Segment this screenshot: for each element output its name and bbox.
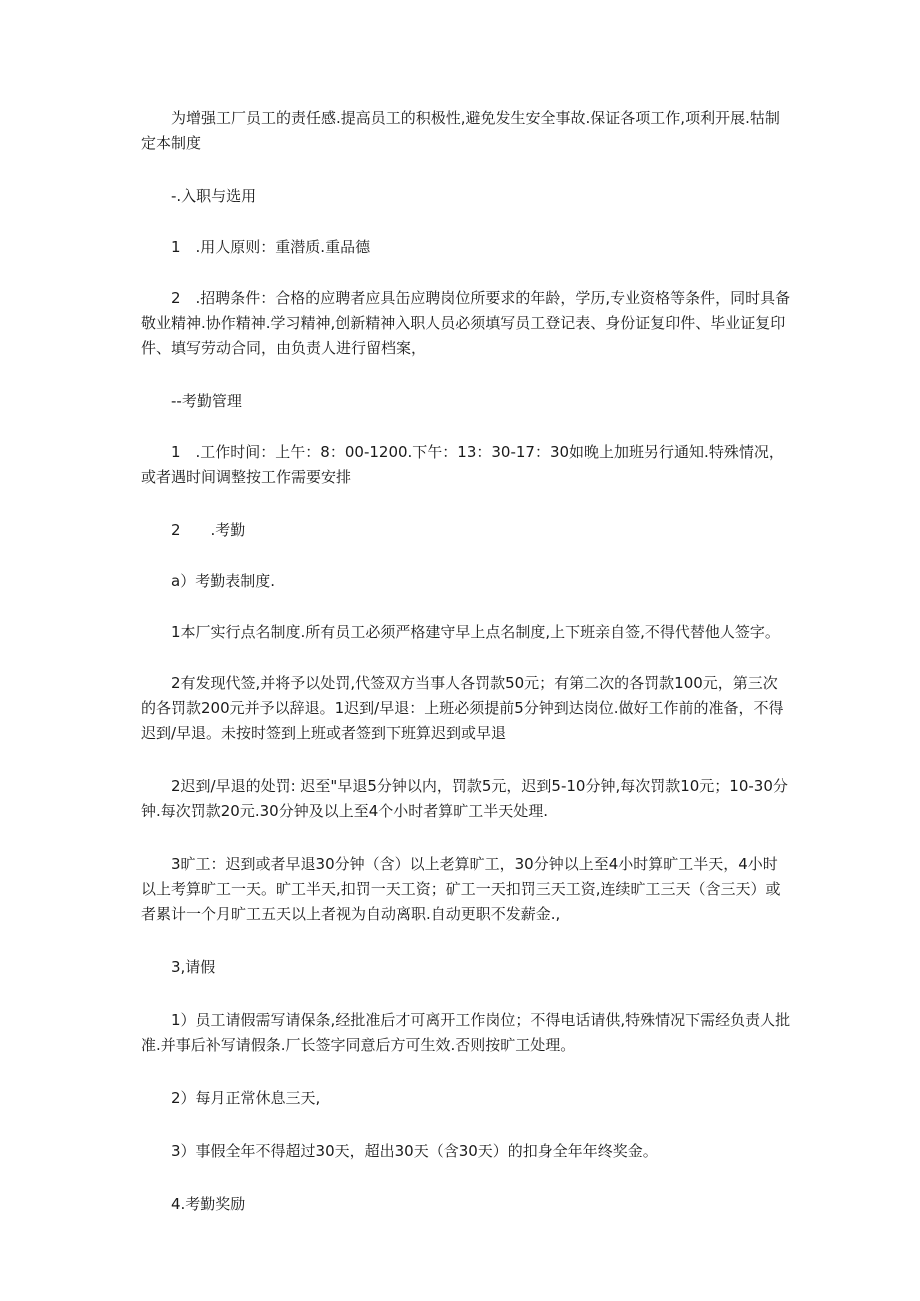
personal-leave-limit: 3）事假全年不得超过30天，超出30天（含30天）的扣身全年年终奖金。 [171, 1142, 658, 1160]
working-hours: 1 .工作时间：上午：8：00-1200.下午：13：30-17：30如晚上加班另行通知.特殊情况，或者遇时间调整按工作需要安排 [141, 443, 784, 486]
leave-heading: 3,请假 [171, 958, 216, 976]
late-penalty: 2迟到/早退的处罚: 迟至"早退5分钟以内，罚款5元，迟到5-10分钟,每次罚款10元；10-30分钟.每次罚款20元.30分钟及以上至4个小时者算旷工半天处理. [141, 777, 788, 820]
hiring-principle: 1 .用人原则：重潜质.重品德 [171, 238, 371, 256]
leave-request-rule: 1）员工请假需写请保条,经批准后才可离开工作岗位；不得电话请供,特殊情况下需经负责人批准.并事后补写请假条.厂长签字同意后方可生效.否则按旷工处理。 [141, 1011, 791, 1054]
attendance-sheet-rule: a）考勤表制度. [171, 572, 275, 590]
section-heading-hiring: -.入职与选用 [171, 187, 257, 205]
attendance-heading: 2 .考勤 [171, 521, 246, 539]
document-page [141, 106, 791, 1243]
section-heading-attendance: --考勤管理 [171, 392, 242, 410]
proxy-sign-penalty: 2有发现代签,并将予以处罚,代签双方当事人各罚款50元；有第二次的各罚款100元，第三次的各罚款200元并予以辞退。1迟到/早退：上班必须提前5分钟到达岗位.做好工作前的准备，不得迟到/早退。未按时签到上班或者签到下班算迟到或早退 [141, 674, 784, 742]
monthly-rest-rule: 2）每月正常休息三天, [171, 1089, 321, 1107]
hiring-conditions: 2 .招聘条件：合格的应聘者应具缶应聘岗位所要求的年龄，学历,专业资格等条件，同时具备敬业精神.协作精神.学习精神,创新精神入职人员必须填写员工登记表、身份证复印件、毕业证复印件、填写劳动合同，由负责人进行留档案， [141, 289, 791, 357]
absence-rule: 3旷工：迟到或者早退30分钟（含）以上老算旷工，30分钟以上至4小时算旷工半天，4小时以上考算旷工一天。旷工半天,扣罚一天工资；矿工一天扣罚三天工资,连续旷工三天（含三天）或者累计一个月旷工五天以上者视为自动离职.自动更职不发薪金., [141, 855, 781, 923]
attendance-reward-heading: 4.考勤奖励 [171, 1195, 246, 1213]
roll-call-rule: 1本厂实行点名制度.所有员工必须严格建守早上点名制度,上下班亲自签,不得代替他人签字。 [171, 623, 780, 641]
intro-paragraph: 为增强工厂员工的责任感.提高员工的积极性,避免发生安全事故.保证各项工作,项利开展.牯制定本制度 [141, 109, 780, 152]
